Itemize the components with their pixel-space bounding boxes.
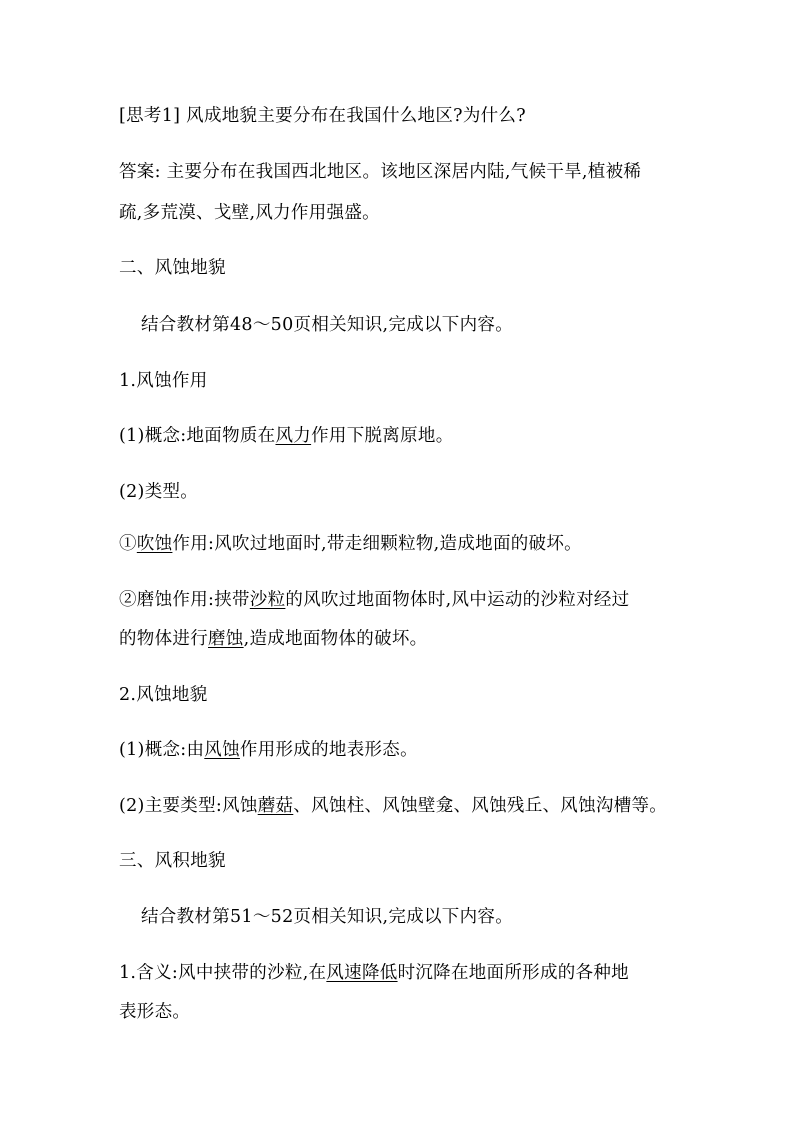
text: 1.含义:风中挟带的沙粒,在 (119, 963, 327, 983)
text: ②磨蚀作用:挟带 (119, 590, 250, 610)
underlined-answer: 风力 (275, 426, 312, 446)
underlined-answer: 磨蚀 (208, 629, 244, 649)
think-question: [思考1] 风成地貌主要分布在我国什么地区?为什么? (119, 106, 526, 126)
main-types-line (119, 794, 667, 818)
types-line: (2)类型。 (119, 482, 199, 502)
item-title-wind-erosion-landform: 2.风蚀地貌 (119, 685, 208, 705)
text: 时沉降在地面所形成的各种地 (397, 963, 629, 983)
answer-line-2: 疏,多荒漠、戈壁,风力作用强盛。 (119, 203, 380, 223)
text: (1)概念:地面物质在 (119, 426, 276, 446)
underlined-answer: 吹蚀 (136, 534, 173, 554)
meaning-line (119, 961, 629, 985)
type2-line (119, 588, 629, 612)
text: 、风蚀柱、风蚀壁龛、风蚀残丘、风蚀沟槽等。 (293, 796, 668, 816)
section2-intro: 结合教材第48～50页相关知识,完成以下内容。 (141, 315, 513, 335)
text: 作用形成的地表形态。 (239, 740, 418, 760)
type1-line (119, 532, 582, 556)
underlined-answer: 沙粒 (249, 590, 286, 610)
underlined-answer: 风速降低 (326, 963, 398, 983)
concept-line (119, 424, 454, 448)
text: ① (119, 534, 137, 554)
text: 作用:风吹过地面时,带走细颗粒物,造成地面的破坏。 (172, 534, 582, 554)
text: 的物体进行 (119, 629, 208, 649)
section3-intro: 结合教材第51～52页相关知识,完成以下内容。 (141, 907, 513, 927)
underlined-answer: 风蚀 (204, 740, 240, 760)
text: 的风吹过地面物体时,风中运动的沙粒对经过 (285, 590, 630, 610)
text: (2)主要类型:风蚀 (119, 796, 258, 816)
text: (1)概念:由 (119, 740, 205, 760)
type2-line-continued (119, 627, 427, 651)
item-title-wind-erosion-action: 1.风蚀作用 (119, 371, 208, 391)
section-heading-wind-deposition: 三、风积地貌 (119, 851, 226, 871)
text: ,造成地面物体的破坏。 (243, 629, 428, 649)
underlined-answer: 蘑菇 (257, 796, 294, 816)
section-heading-wind-erosion: 二、风蚀地貌 (119, 258, 226, 278)
meaning-line-continued: 表形态。 (119, 1002, 191, 1022)
answer-line-1: 答案: 主要分布在我国西北地区。该地区深居内陆,气候干旱,植被稀 (119, 162, 642, 182)
text: 作用下脱离原地。 (311, 426, 454, 446)
concept-line-2 (119, 738, 418, 762)
